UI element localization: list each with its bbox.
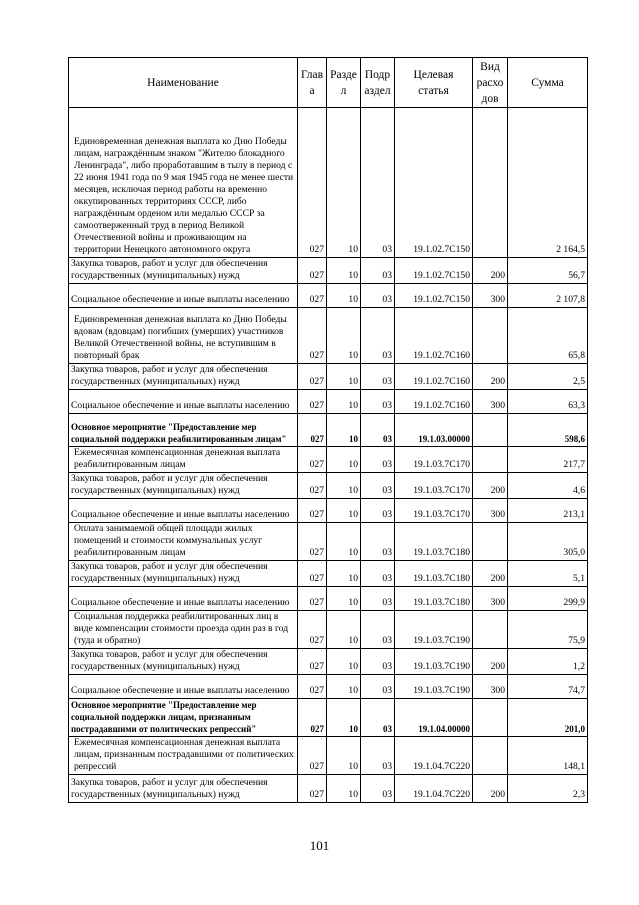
table-cell-chapter: 027: [298, 737, 327, 775]
table-cell-subsection: 03: [361, 258, 395, 284]
table-row: [69, 675, 588, 699]
table-cell-section: 10: [327, 649, 361, 675]
table-cell-target: 19.1.04.7С220: [395, 775, 473, 803]
table-cell-kind: 300: [473, 390, 508, 414]
table-cell-chapter: 027: [298, 587, 327, 611]
table-row: [69, 499, 588, 523]
table-cell-sum: 598,6: [508, 414, 588, 447]
table-cell-name: Социальное обеспечение и иные выплаты населению: [69, 587, 298, 611]
budget-table: [68, 57, 588, 803]
table-cell-name: Единовременная денежная выплата ко Дню Победы лицам, награждённым знаком "Жителю блокадного Ленинграда", либо проработавшим в тылу в период с 22 июня 1941 года по 9 мая 1945 года не менее шести месяцев, исключая период работы на временно оккупированных территориях СССР, либо награждённым орденом или медалью СССР за самоотверженный труд в период Великой Отечественной войны и проживающим на территории Ненецкого автономного округа: [69, 108, 298, 258]
table-cell-sum: 5,1: [508, 561, 588, 587]
table-row: [69, 775, 588, 803]
table-cell-subsection: 03: [361, 611, 395, 649]
table-cell-target: 19.1.02.7С150: [395, 284, 473, 308]
table-cell-chapter: 027: [298, 775, 327, 803]
header-section: Разде л: [327, 58, 361, 108]
table-cell-target: 19.1.03.7С170: [395, 447, 473, 473]
table-cell-chapter: 027: [298, 649, 327, 675]
table-cell-kind: [473, 611, 508, 649]
table-cell-name: Закупка товаров, работ и услуг для обеспечения государственных (муниципальных) нужд: [69, 473, 298, 499]
table-cell-subsection: 03: [361, 737, 395, 775]
table-cell-chapter: 027: [298, 258, 327, 284]
table-cell-section: 10: [327, 308, 361, 364]
table-cell-name: Закупка товаров, работ и услуг для обеспечения государственных (муниципальных) нужд: [69, 775, 298, 803]
table-cell-target: 19.1.02.7С160: [395, 364, 473, 390]
table-cell-sum: 56,7: [508, 258, 588, 284]
table-row: [69, 364, 588, 390]
table-cell-name: Социальное обеспечение и иные выплаты населению: [69, 675, 298, 699]
table-cell-kind: [473, 308, 508, 364]
table-cell-chapter: 027: [298, 414, 327, 447]
table-cell-sum: 201,0: [508, 699, 588, 737]
table-cell-chapter: 027: [298, 390, 327, 414]
table-cell-chapter: 027: [298, 499, 327, 523]
table-row: [69, 473, 588, 499]
table-cell-subsection: 03: [361, 414, 395, 447]
table-cell-subsection: 03: [361, 561, 395, 587]
table-cell-section: 10: [327, 775, 361, 803]
table-cell-sum: 2,5: [508, 364, 588, 390]
table-cell-target: 19.1.03.7С180: [395, 561, 473, 587]
page-number: 101: [309, 838, 330, 853]
table-cell-target: 19.1.03.00000: [395, 414, 473, 447]
table-cell-kind: [473, 447, 508, 473]
table-row: [69, 587, 588, 611]
table-cell-section: 10: [327, 587, 361, 611]
table-cell-name: Закупка товаров, работ и услуг для обеспечения государственных (муниципальных) нужд: [69, 561, 298, 587]
table-cell-kind: [473, 414, 508, 447]
table-cell-target: 19.1.04.00000: [395, 699, 473, 737]
table-cell-kind: 200: [473, 364, 508, 390]
table-cell-subsection: 03: [361, 523, 395, 561]
table-cell-section: 10: [327, 561, 361, 587]
table-cell-name: Основное мероприятие "Предоставление мер социальной поддержки реабилитированным лицам": [69, 414, 298, 447]
table-cell-name: Социальное обеспечение и иные выплаты населению: [69, 284, 298, 308]
table-cell-target: 19.1.03.7С180: [395, 523, 473, 561]
table-cell-chapter: 027: [298, 364, 327, 390]
table-cell-sum: 65,8: [508, 308, 588, 364]
table-cell-sum: 74,7: [508, 675, 588, 699]
table-cell-subsection: 03: [361, 390, 395, 414]
table-cell-sum: 1,2: [508, 649, 588, 675]
table-cell-subsection: 03: [361, 499, 395, 523]
table-cell-kind: 300: [473, 499, 508, 523]
table-cell-kind: 200: [473, 561, 508, 587]
table-cell-kind: 200: [473, 473, 508, 499]
table-cell-sum: 2 164,5: [508, 108, 588, 258]
header-kind: Вид расхо дов: [473, 58, 508, 108]
table-cell-kind: [473, 108, 508, 258]
table-cell-section: 10: [327, 284, 361, 308]
table-cell-chapter: 027: [298, 473, 327, 499]
table-row: [69, 561, 588, 587]
table-cell-section: 10: [327, 258, 361, 284]
table-cell-chapter: 027: [298, 284, 327, 308]
table-cell-name: Единовременная денежная выплата ко Дню Победы вдовам (вдовцам) погибших (умерших) участников Великой Отечественной войны, не вступившим в повторный брак: [69, 308, 298, 364]
table-cell-sum: 217,7: [508, 447, 588, 473]
table-cell-section: 10: [327, 108, 361, 258]
table-cell-section: 10: [327, 675, 361, 699]
table-cell-target: 19.1.03.7С190: [395, 611, 473, 649]
table-cell-sum: 213,1: [508, 499, 588, 523]
table-cell-sum: 4,6: [508, 473, 588, 499]
table-cell-target: 19.1.02.7С150: [395, 108, 473, 258]
table-cell-kind: 200: [473, 258, 508, 284]
table-cell-kind: 200: [473, 775, 508, 803]
table-cell-target: 19.1.03.7С190: [395, 649, 473, 675]
table-cell-chapter: 027: [298, 308, 327, 364]
table-cell-sum: 2,3: [508, 775, 588, 803]
table-cell-subsection: 03: [361, 699, 395, 737]
header-target: Целевая статья: [395, 58, 473, 108]
table-row: [69, 737, 588, 775]
header-name: Наименование: [69, 58, 298, 108]
table-cell-sum: 148,1: [508, 737, 588, 775]
table-cell-name: Закупка товаров, работ и услуг для обеспечения государственных (муниципальных) нужд: [69, 258, 298, 284]
header-sum: Сумма: [508, 58, 588, 108]
table-cell-subsection: 03: [361, 284, 395, 308]
table-cell-chapter: 027: [298, 561, 327, 587]
table-cell-kind: 300: [473, 284, 508, 308]
table-row: [69, 258, 588, 284]
table-cell-kind: [473, 699, 508, 737]
table-cell-name: Оплата занимаемой общей площади жилых помещений и стоимости коммунальных услуг реабилитированным лицам: [69, 523, 298, 561]
table-cell-sum: 63,3: [508, 390, 588, 414]
header-subsection: Подр аздел: [361, 58, 395, 108]
table-cell-chapter: 027: [298, 699, 327, 737]
table-cell-chapter: 027: [298, 675, 327, 699]
table-cell-kind: 300: [473, 587, 508, 611]
table-header-row: [69, 58, 588, 108]
table-cell-section: 10: [327, 699, 361, 737]
table-cell-section: 10: [327, 414, 361, 447]
table-cell-subsection: 03: [361, 447, 395, 473]
table-cell-subsection: 03: [361, 649, 395, 675]
table-row: [69, 611, 588, 649]
table-row: [69, 699, 588, 737]
table-row: [69, 649, 588, 675]
table-row: [69, 284, 588, 308]
table-row: [69, 414, 588, 447]
table-row: [69, 108, 588, 258]
table-cell-name: Социальное обеспечение и иные выплаты населению: [69, 499, 298, 523]
table-cell-name: Социальное обеспечение и иные выплаты населению: [69, 390, 298, 414]
table-cell-target: 19.1.02.7С150: [395, 258, 473, 284]
table-cell-chapter: 027: [298, 611, 327, 649]
table-cell-kind: 300: [473, 675, 508, 699]
header-chapter: Глав а: [298, 58, 327, 108]
table-cell-section: 10: [327, 523, 361, 561]
table-row: [69, 447, 588, 473]
table-cell-name: Ежемесячная компенсационная денежная выплата лицам, признанным пострадавшими от политических репрессий: [69, 737, 298, 775]
table-cell-name: Основное мероприятие "Предоставление мер социальной поддержки лицам, признанным пострадавшими от политических репрессий": [69, 699, 298, 737]
table-cell-chapter: 027: [298, 108, 327, 258]
table-cell-target: 19.1.03.7С170: [395, 473, 473, 499]
table-cell-subsection: 03: [361, 473, 395, 499]
table-cell-sum: 75,9: [508, 611, 588, 649]
table-cell-subsection: 03: [361, 675, 395, 699]
table-cell-subsection: 03: [361, 587, 395, 611]
table-cell-name: Социальная поддержка реабилитированных лиц в виде компенсации стоимости проезда один раз в год (туда и обратно): [69, 611, 298, 649]
table-cell-kind: [473, 523, 508, 561]
table-cell-section: 10: [327, 499, 361, 523]
table-cell-sum: 305,0: [508, 523, 588, 561]
table-cell-subsection: 03: [361, 108, 395, 258]
table-row: [69, 390, 588, 414]
table-cell-kind: 200: [473, 649, 508, 675]
table-cell-target: 19.1.03.7С170: [395, 499, 473, 523]
table-cell-section: 10: [327, 390, 361, 414]
table-cell-name: Ежемесячная компенсационная денежная выплата реабилитированным лицам: [69, 447, 298, 473]
table-cell-chapter: 027: [298, 447, 327, 473]
table-cell-section: 10: [327, 473, 361, 499]
table-cell-target: 19.1.02.7С160: [395, 390, 473, 414]
table-row: [69, 523, 588, 561]
table-cell-sum: 2 107,8: [508, 284, 588, 308]
table-cell-kind: [473, 737, 508, 775]
table-cell-section: 10: [327, 364, 361, 390]
table-row: [69, 308, 588, 364]
table-cell-section: 10: [327, 611, 361, 649]
table-body: [69, 108, 588, 803]
table-cell-target: 19.1.03.7С180: [395, 587, 473, 611]
table-cell-name: Закупка товаров, работ и услуг для обеспечения государственных (муниципальных) нужд: [69, 649, 298, 675]
table-cell-section: 10: [327, 737, 361, 775]
table-cell-subsection: 03: [361, 308, 395, 364]
table-cell-subsection: 03: [361, 775, 395, 803]
table-cell-name: Закупка товаров, работ и услуг для обеспечения государственных (муниципальных) нужд: [69, 364, 298, 390]
table-cell-target: 19.1.04.7С220: [395, 737, 473, 775]
table-cell-sum: 299,9: [508, 587, 588, 611]
table-cell-subsection: 03: [361, 364, 395, 390]
table-cell-chapter: 027: [298, 523, 327, 561]
table-cell-target: 19.1.03.7С190: [395, 675, 473, 699]
table-cell-target: 19.1.02.7С160: [395, 308, 473, 364]
table-cell-section: 10: [327, 447, 361, 473]
